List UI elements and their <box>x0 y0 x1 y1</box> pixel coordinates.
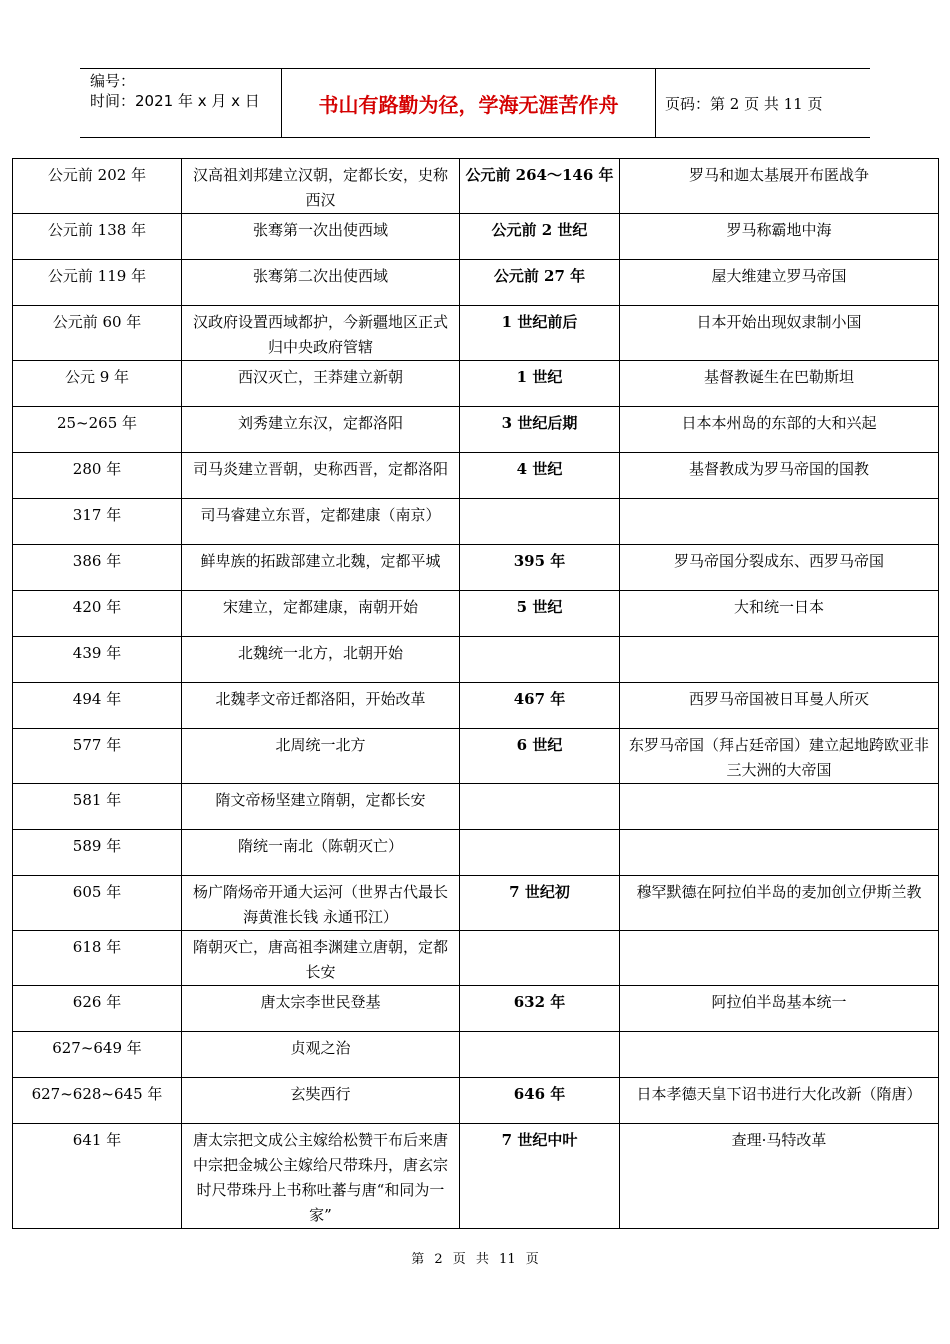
world-event-cell: 罗马和迦太基展开布匿战争 <box>620 159 939 214</box>
world-event-cell <box>620 1032 939 1078</box>
china-event-cell: 隋朝灭亡，唐高祖李渊建立唐朝，定都长安 <box>182 931 460 986</box>
table-row <box>13 1078 939 1124</box>
china-event-cell: 汉政府设置西域都护，今新疆地区正式归中央政府管辖 <box>182 306 460 361</box>
world-date-cell <box>460 637 620 683</box>
world-event-cell: 大和统一日本 <box>620 591 939 637</box>
world-event-cell: 罗马称霸地中海 <box>620 214 939 260</box>
china-event-cell: 司马睿建立东晋，定都建康（南京） <box>182 499 460 545</box>
china-date-cell: 641 年 <box>13 1124 182 1229</box>
world-event-cell <box>620 830 939 876</box>
china-date-cell: 626 年 <box>13 986 182 1032</box>
table-row <box>13 784 939 830</box>
table-row <box>13 453 939 499</box>
china-event-cell: 玄奘西行 <box>182 1078 460 1124</box>
table-row <box>13 1032 939 1078</box>
world-date-cell: 公元前 27 年 <box>460 260 620 306</box>
world-date-cell: 646 年 <box>460 1078 620 1124</box>
china-event-cell: 隋文帝杨坚建立隋朝，定都长安 <box>182 784 460 830</box>
china-date-cell: 公元前 60 年 <box>13 306 182 361</box>
world-event-cell: 东罗马帝国（拜占廷帝国）建立起地跨欧亚非三大洲的大帝国 <box>620 729 939 784</box>
world-event-cell: 阿拉伯半岛基本统一 <box>620 986 939 1032</box>
table-row <box>13 545 939 591</box>
world-event-cell: 日本开始出现奴隶制小国 <box>620 306 939 361</box>
page-header <box>80 68 870 138</box>
table-row <box>13 499 939 545</box>
header-page-number: 页码：第 2 页 共 11 页 <box>665 95 823 113</box>
world-event-cell: 罗马帝国分裂成东、西罗马帝国 <box>620 545 939 591</box>
table-row <box>13 159 939 214</box>
header-divider <box>655 69 656 137</box>
china-date-cell: 公元前 202 年 <box>13 159 182 214</box>
world-date-cell: 395 年 <box>460 545 620 591</box>
world-date-cell <box>460 1032 620 1078</box>
china-event-cell: 鲜卑族的拓跋部建立北魏，定都平城 <box>182 545 460 591</box>
world-event-cell: 查理·马特改革 <box>620 1124 939 1229</box>
table-row <box>13 214 939 260</box>
china-event-cell: 汉高祖刘邦建立汉朝，定都长安，史称西汉 <box>182 159 460 214</box>
china-date-cell: 494 年 <box>13 683 182 729</box>
china-event-cell: 宋建立，定都建康，南朝开始 <box>182 591 460 637</box>
china-event-cell: 司马炎建立晋朝，史称西晋，定都洛阳 <box>182 453 460 499</box>
table-body <box>13 159 939 1229</box>
table-row <box>13 260 939 306</box>
table-row <box>13 830 939 876</box>
world-event-cell: 穆罕默德在阿拉伯半岛的麦加创立伊斯兰教 <box>620 876 939 931</box>
world-event-cell <box>620 499 939 545</box>
china-date-cell: 589 年 <box>13 830 182 876</box>
china-date-cell: 581 年 <box>13 784 182 830</box>
time-label: 时间：2021 年 x 月 x 日 <box>90 92 260 110</box>
table-row <box>13 876 939 931</box>
world-date-cell: 公元前 2 世纪 <box>460 214 620 260</box>
world-event-cell: 屋大维建立罗马帝国 <box>620 260 939 306</box>
china-event-cell: 贞观之治 <box>182 1032 460 1078</box>
china-date-cell: 605 年 <box>13 876 182 931</box>
china-event-cell: 北魏统一北方，北朝开始 <box>182 637 460 683</box>
table-row <box>13 361 939 407</box>
page-footer: 第 2 页 共 11 页 <box>411 1252 539 1267</box>
china-date-cell: 577 年 <box>13 729 182 784</box>
china-event-cell: 唐太宗把文成公主嫁给松赞干布后来唐中宗把金城公主嫁给尺带珠丹，唐玄宗时尺带珠丹上书称吐蕃与唐“和同为一家” <box>182 1124 460 1229</box>
china-date-cell: 公元 9 年 <box>13 361 182 407</box>
world-event-cell <box>620 784 939 830</box>
china-event-cell: 西汉灭亡，王莽建立新朝 <box>182 361 460 407</box>
world-date-cell: 5 世纪 <box>460 591 620 637</box>
table-row <box>13 407 939 453</box>
china-date-cell: 439 年 <box>13 637 182 683</box>
china-date-cell: 280 年 <box>13 453 182 499</box>
china-event-cell: 杨广隋炀帝开通大运河（世界古代最长 海黄淮长钱 永通邗江） <box>182 876 460 931</box>
world-date-cell: 632 年 <box>460 986 620 1032</box>
china-date-cell: 公元前 138 年 <box>13 214 182 260</box>
header-meta <box>90 71 280 111</box>
world-date-cell: 1 世纪前后 <box>460 306 620 361</box>
world-date-cell: 4 世纪 <box>460 453 620 499</box>
table-row <box>13 986 939 1032</box>
china-event-cell: 隋统一南北（陈朝灭亡） <box>182 830 460 876</box>
china-date-cell: 420 年 <box>13 591 182 637</box>
table-row <box>13 306 939 361</box>
world-date-cell: 6 世纪 <box>460 729 620 784</box>
world-date-cell: 467 年 <box>460 683 620 729</box>
table-row <box>13 683 939 729</box>
world-event-cell: 基督教诞生在巴勒斯坦 <box>620 361 939 407</box>
world-event-cell: 日本本州岛的东部的大和兴起 <box>620 407 939 453</box>
china-date-cell: 627~628~645 年 <box>13 1078 182 1124</box>
header-motto: 书山有路勤为径，学海无涯苦作舟 <box>318 92 619 117</box>
table-row <box>13 931 939 986</box>
china-date-cell: 25~265 年 <box>13 407 182 453</box>
china-date-cell: 618 年 <box>13 931 182 986</box>
china-event-cell: 张骞第二次出使西域 <box>182 260 460 306</box>
world-event-cell <box>620 637 939 683</box>
china-date-cell: 627~649 年 <box>13 1032 182 1078</box>
world-date-cell: 7 世纪初 <box>460 876 620 931</box>
world-date-cell <box>460 830 620 876</box>
world-date-cell <box>460 931 620 986</box>
world-event-cell <box>620 931 939 986</box>
china-date-cell: 317 年 <box>13 499 182 545</box>
table-row <box>13 637 939 683</box>
number-label: 编号： <box>90 72 136 90</box>
world-date-cell: 3 世纪后期 <box>460 407 620 453</box>
world-date-cell <box>460 499 620 545</box>
world-event-cell: 基督教成为罗马帝国的国教 <box>620 453 939 499</box>
world-event-cell: 日本孝德天皇下诏书进行大化改新（隋唐） <box>620 1078 939 1124</box>
china-event-cell: 唐太宗李世民登基 <box>182 986 460 1032</box>
china-event-cell: 北魏孝文帝迁都洛阳，开始改革 <box>182 683 460 729</box>
world-date-cell: 1 世纪 <box>460 361 620 407</box>
table-row <box>13 591 939 637</box>
world-event-cell: 西罗马帝国被日耳曼人所灭 <box>620 683 939 729</box>
world-date-cell: 公元前 264～146 年 <box>460 159 620 214</box>
table-row <box>13 1124 939 1229</box>
table-row <box>13 729 939 784</box>
china-event-cell: 北周统一北方 <box>182 729 460 784</box>
china-date-cell: 386 年 <box>13 545 182 591</box>
history-timeline-table <box>12 158 939 1229</box>
world-date-cell <box>460 784 620 830</box>
china-event-cell: 张骞第一次出使西域 <box>182 214 460 260</box>
china-date-cell: 公元前 119 年 <box>13 260 182 306</box>
world-date-cell: 7 世纪中叶 <box>460 1124 620 1229</box>
china-event-cell: 刘秀建立东汉，定都洛阳 <box>182 407 460 453</box>
